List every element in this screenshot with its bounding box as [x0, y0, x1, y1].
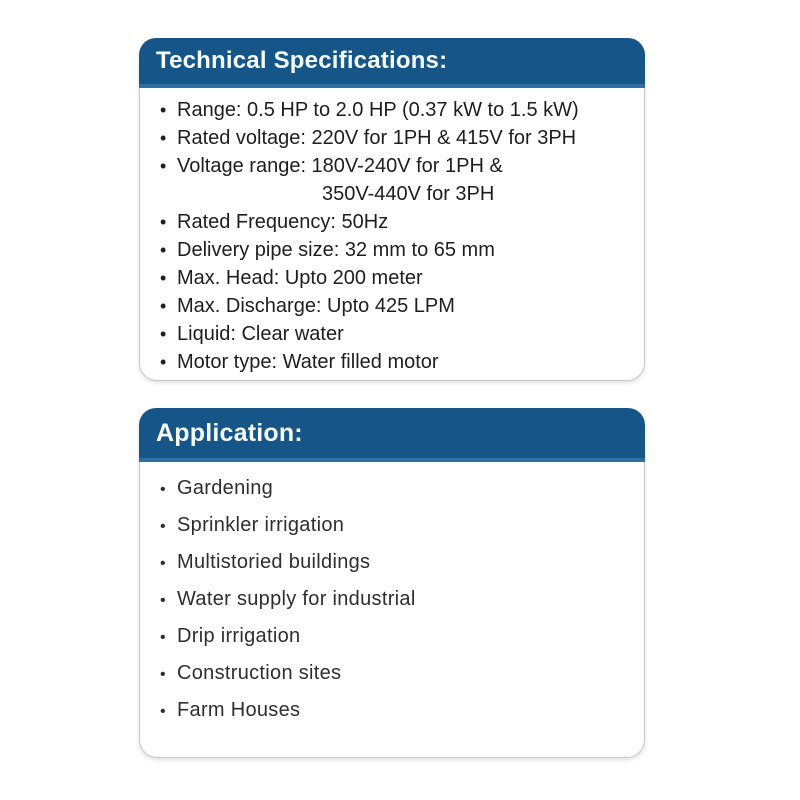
application-item: • Water supply for industrial [160, 581, 626, 618]
application-header [139, 408, 645, 462]
spec-item: • Liquid: Clear water [160, 320, 626, 348]
application-item: • Construction sites [160, 655, 626, 692]
application-item: • Farm Houses [160, 692, 626, 729]
spec-item-continuation: 350V-440V for 3PH [322, 183, 495, 205]
application-item: • Gardening [160, 470, 626, 507]
spec-item: • Motor type: Water filled motor [160, 348, 626, 376]
tech-spec-title: Technical Specifications: [156, 47, 448, 74]
application-list [160, 470, 626, 729]
tech-spec-body [140, 88, 644, 380]
application-item: • Sprinkler irrigation [160, 507, 626, 544]
spec-item: • Range: 0.5 HP to 2.0 HP (0.37 kW to 1.5 kW) [160, 96, 626, 124]
spec-item: • Delivery pipe size: 32 mm to 65 mm [160, 236, 626, 264]
application-item: • Drip irrigation [160, 618, 626, 655]
application-item: • Multistoried buildings [160, 544, 626, 581]
tech-spec-header [139, 38, 645, 88]
spec-item: • Rated Frequency: 50Hz [160, 208, 626, 236]
spec-item: • Voltage range: 180V-240V for 1PH & [160, 152, 626, 180]
application-card [139, 408, 645, 758]
spec-item: • Max. Discharge: Upto 425 LPM [160, 292, 626, 320]
spec-item: • Rated voltage: 220V for 1PH & 415V for 3PH [160, 124, 626, 152]
tech-spec-card [139, 38, 645, 381]
spec-item: • Max. Head: Upto 200 meter [160, 264, 626, 292]
tech-spec-list [160, 96, 626, 376]
application-body [140, 462, 644, 757]
application-title: Application: [156, 419, 303, 447]
